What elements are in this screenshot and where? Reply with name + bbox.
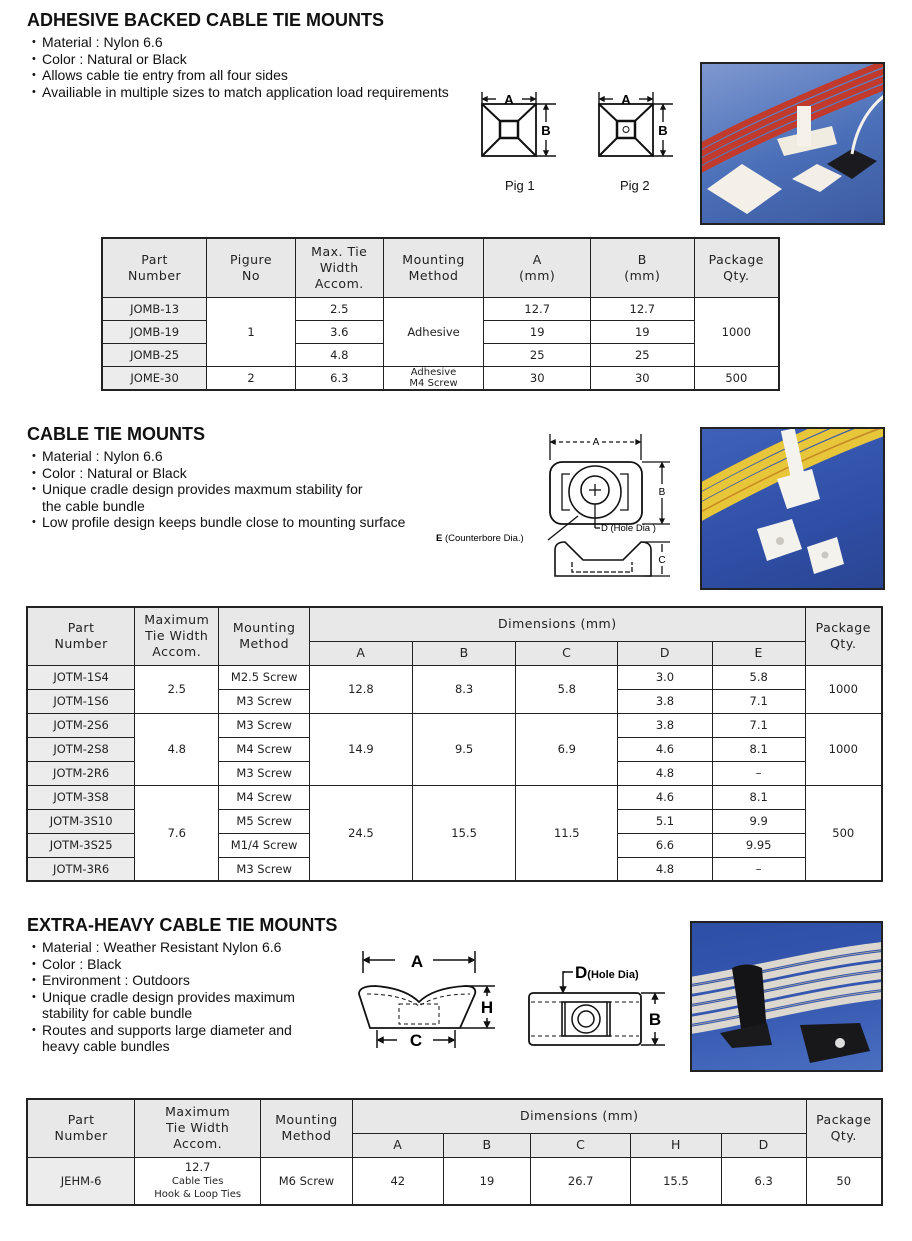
list-item: • Low profile design keeps bundle close to mounting surface [30, 514, 405, 531]
dim-d-cell: 3.0 [618, 665, 713, 689]
part-number-cell: JOMB-25 [102, 343, 207, 366]
col-header-part-number: Part Number [27, 1099, 135, 1157]
part-number-cell: JOTM-2S6 [27, 713, 135, 737]
list-item: • Material : Nylon 6.6 [30, 34, 449, 51]
figure-1-caption: Pig 1 [505, 178, 535, 193]
dim-b-cell: 9.5 [412, 713, 516, 785]
extra-heavy-mount-photo [690, 921, 883, 1072]
list-item: • Availiable in multiple sizes to match application load requirements [30, 84, 449, 101]
dimension-a-label: A [504, 92, 514, 107]
adhesive-feature-list [30, 34, 449, 100]
cable-tie-mounts-photo [700, 427, 885, 590]
dimension-b-label: B [658, 123, 668, 138]
col-header-max-tie-width: Maximum Tie Width Accom. [135, 1099, 261, 1157]
col-header-a: A [310, 641, 413, 665]
part-number-cell: JOME-30 [102, 366, 207, 390]
dim-d-cell: 3.8 [618, 713, 713, 737]
dim-e-cell: 8.1 [712, 785, 805, 809]
col-header-max-tie-width: Max. Tie Width Accom. [295, 238, 383, 297]
dim-d-cell: 4.6 [618, 785, 713, 809]
part-number-cell: JOTM-3S10 [27, 809, 135, 833]
cable-tie-mounts-feature-list [30, 448, 405, 531]
mounting-method-cell: M3 Screw [219, 761, 310, 785]
col-header-mounting-method: Mounting Method [261, 1099, 353, 1157]
list-item: • Color : Natural or Black [30, 465, 405, 482]
table-row [27, 785, 882, 809]
list-item: • Environment : Outdoors [30, 972, 295, 989]
tie-width-cell: 2.5 [135, 665, 219, 713]
col-header-dimensions: Dimensions (mm) [310, 607, 805, 641]
list-item: • Color : Natural or Black [30, 51, 449, 68]
package-qty-cell: 1000 [694, 297, 779, 366]
col-header-b: B [412, 641, 516, 665]
dim-a-cell: 14.9 [310, 713, 413, 785]
section-title-adhesive: ADHESIVE BACKED CABLE TIE MOUNTS [27, 10, 385, 30]
col-header-mounting-method: Mounting Method [383, 238, 484, 297]
mounting-method-cell: M1/4 Screw [219, 833, 310, 857]
dim-e-cell: 9.95 [712, 833, 805, 857]
col-header-part-number: Part Number [102, 238, 207, 297]
tie-width-cell: 7.6 [135, 785, 219, 881]
dimension-a-label: A [621, 92, 631, 107]
mounting-method-cell: M4 Screw [219, 785, 310, 809]
mounting-method-cell: M3 Screw [219, 857, 310, 881]
dim-h-cell: 15.5 [631, 1157, 722, 1205]
figure-2-diagram [595, 90, 685, 170]
col-header-max-tie-width: Maximum Tie Width Accom. [135, 607, 219, 665]
dim-d-cell: 4.8 [618, 857, 713, 881]
tie-width-cell: 12.7 Cable Ties Hook & Loop Ties [135, 1157, 261, 1205]
dim-b-cell: 12.7 [591, 297, 695, 320]
col-header-h: H [631, 1133, 722, 1157]
dimension-a-label: A [592, 437, 600, 448]
col-header-b: B [443, 1133, 531, 1157]
table-row [102, 297, 779, 320]
adhesive-mounts-photo [700, 62, 885, 225]
dim-d-cell: 5.1 [618, 809, 713, 833]
part-number-cell: JOTM-1S6 [27, 689, 135, 713]
part-number-cell: JOTM-3S8 [27, 785, 135, 809]
hole-dia-label: D(Hole Dia) [575, 963, 639, 982]
col-header-e: E [712, 641, 805, 665]
col-header-c: C [516, 641, 618, 665]
dim-e-cell: – [712, 857, 805, 881]
col-header-a: A [352, 1133, 443, 1157]
col-header-package-qty: Package Qty. [806, 1099, 882, 1157]
dim-e-cell: 7.1 [712, 689, 805, 713]
hole-dia-label: D (Hole Dia ) [601, 523, 656, 534]
mounting-method-cell: M2.5 Screw [219, 665, 310, 689]
table-row [27, 1157, 882, 1205]
col-header-figure-no: Pigure No [207, 238, 296, 297]
mounting-method-cell: M3 Screw [219, 713, 310, 737]
tie-width-cell: 4.8 [295, 343, 383, 366]
dim-a-cell: 12.8 [310, 665, 413, 713]
figure-2-caption: Pig 2 [620, 178, 650, 193]
dim-b-cell: 19 [443, 1157, 531, 1205]
col-header-package-qty: Package Qty. [805, 607, 882, 665]
part-number-cell: JOMB-13 [102, 297, 207, 320]
dimension-b-label: B [648, 1010, 662, 1029]
figure-no-cell: 2 [207, 366, 296, 390]
col-header-mounting-method: Mounting Method [219, 607, 310, 665]
col-header-d: D [721, 1133, 806, 1157]
mounting-method-cell: Adhesive [383, 297, 484, 366]
mounting-method-cell: M5 Screw [219, 809, 310, 833]
part-number-cell: JOTM-2R6 [27, 761, 135, 785]
dim-a-cell: 19 [484, 320, 591, 343]
adhesive-mounts-table [101, 237, 780, 391]
cable-tie-mounts-table [26, 606, 883, 882]
dim-b-cell: 30 [591, 366, 695, 390]
figure-1-diagram [478, 90, 568, 170]
table-row [27, 665, 882, 689]
dim-a-cell: 30 [484, 366, 591, 390]
col-header-part-number: Part Number [27, 607, 135, 665]
dimension-c-label: C [658, 555, 666, 566]
list-item: • Material : Nylon 6.6 [30, 448, 405, 465]
list-item: • Allows cable tie entry from all four sides [30, 67, 449, 84]
list-item: • Unique cradle design provides maximum stability for cable bundle [30, 989, 295, 1022]
list-item: • Color : Black [30, 956, 295, 973]
list-item: • Unique cradle design provides maxmum stability for the cable bundle [30, 481, 405, 514]
package-qty-cell: 1000 [805, 713, 882, 785]
dim-c-cell: 26.7 [531, 1157, 631, 1205]
part-number-cell: JOMB-19 [102, 320, 207, 343]
cable-tie-mount-diagram [430, 430, 690, 580]
dim-b-cell: 8.3 [412, 665, 516, 713]
package-qty-cell: 500 [805, 785, 882, 881]
package-qty-cell: 500 [694, 366, 779, 390]
extra-heavy-side-diagram [355, 948, 505, 1048]
col-header-package-qty: Package Qty. [694, 238, 779, 297]
col-header-c: C [531, 1133, 631, 1157]
tie-width-cell: 2.5 [295, 297, 383, 320]
mounting-method-cell: M4 Screw [219, 737, 310, 761]
table-row [27, 713, 882, 737]
dim-e-cell: 5.8 [712, 665, 805, 689]
package-qty-cell: 50 [806, 1157, 882, 1205]
extra-heavy-top-diagram [525, 960, 675, 1050]
dim-d-cell: 4.8 [618, 761, 713, 785]
section-title-cable-tie-mounts: CABLE TIE MOUNTS [27, 424, 205, 444]
dim-a-cell: 25 [484, 343, 591, 366]
col-header-d: D [618, 641, 713, 665]
mounting-method-cell: M6 Screw [261, 1157, 353, 1205]
dim-d-cell: 3.8 [618, 689, 713, 713]
dim-b-cell: 25 [591, 343, 695, 366]
tie-width-cell: 6.3 [295, 366, 383, 390]
extra-heavy-mounts-table [26, 1098, 883, 1206]
dim-c-cell: 6.9 [516, 713, 618, 785]
mounting-method-cell: Adhesive M4 Screw [383, 366, 484, 390]
dim-e-cell: – [712, 761, 805, 785]
package-qty-cell: 1000 [805, 665, 882, 713]
list-item: • Material : Weather Resistant Nylon 6.6 [30, 939, 295, 956]
mounting-method-cell: M3 Screw [219, 689, 310, 713]
col-header-b: B (mm) [591, 238, 695, 297]
counterbore-label: E (Counterbore Dia.) [436, 533, 524, 544]
dimension-c-label: C [409, 1031, 423, 1048]
dim-b-cell: 15.5 [412, 785, 516, 881]
dim-a-cell: 42 [352, 1157, 443, 1205]
col-header-a: A (mm) [484, 238, 591, 297]
dim-c-cell: 5.8 [516, 665, 618, 713]
dim-c-cell: 11.5 [516, 785, 618, 881]
dim-e-cell: 7.1 [712, 713, 805, 737]
dimension-b-label: B [658, 487, 666, 498]
dim-d-cell: 6.6 [618, 833, 713, 857]
dim-b-cell: 19 [591, 320, 695, 343]
dim-d-cell: 4.6 [618, 737, 713, 761]
dim-e-cell: 8.1 [712, 737, 805, 761]
dim-a-cell: 12.7 [484, 297, 591, 320]
part-number-cell: JOTM-3S25 [27, 833, 135, 857]
tie-width-cell: 4.8 [135, 713, 219, 785]
extra-heavy-feature-list [30, 939, 295, 1055]
part-number-cell: JOTM-3R6 [27, 857, 135, 881]
part-number-cell: JEHM-6 [27, 1157, 135, 1205]
part-number-cell: JOTM-2S8 [27, 737, 135, 761]
dimension-b-label: B [541, 123, 551, 138]
tie-width-cell: 3.6 [295, 320, 383, 343]
part-number-cell: JOTM-1S4 [27, 665, 135, 689]
list-item: • Routes and supports large diameter and heavy cable bundles [30, 1022, 295, 1055]
section-title-extra-heavy: EXTRA-HEAVY CABLE TIE MOUNTS [27, 915, 338, 935]
table-row [102, 366, 779, 390]
dimension-h-label: H [480, 998, 494, 1017]
figure-no-cell: 1 [207, 297, 296, 366]
dimension-a-label: A [410, 952, 424, 971]
dim-a-cell: 24.5 [310, 785, 413, 881]
dim-d-cell: 6.3 [721, 1157, 806, 1205]
col-header-dimensions: Dimensions (mm) [352, 1099, 806, 1133]
dim-e-cell: 9.9 [712, 809, 805, 833]
